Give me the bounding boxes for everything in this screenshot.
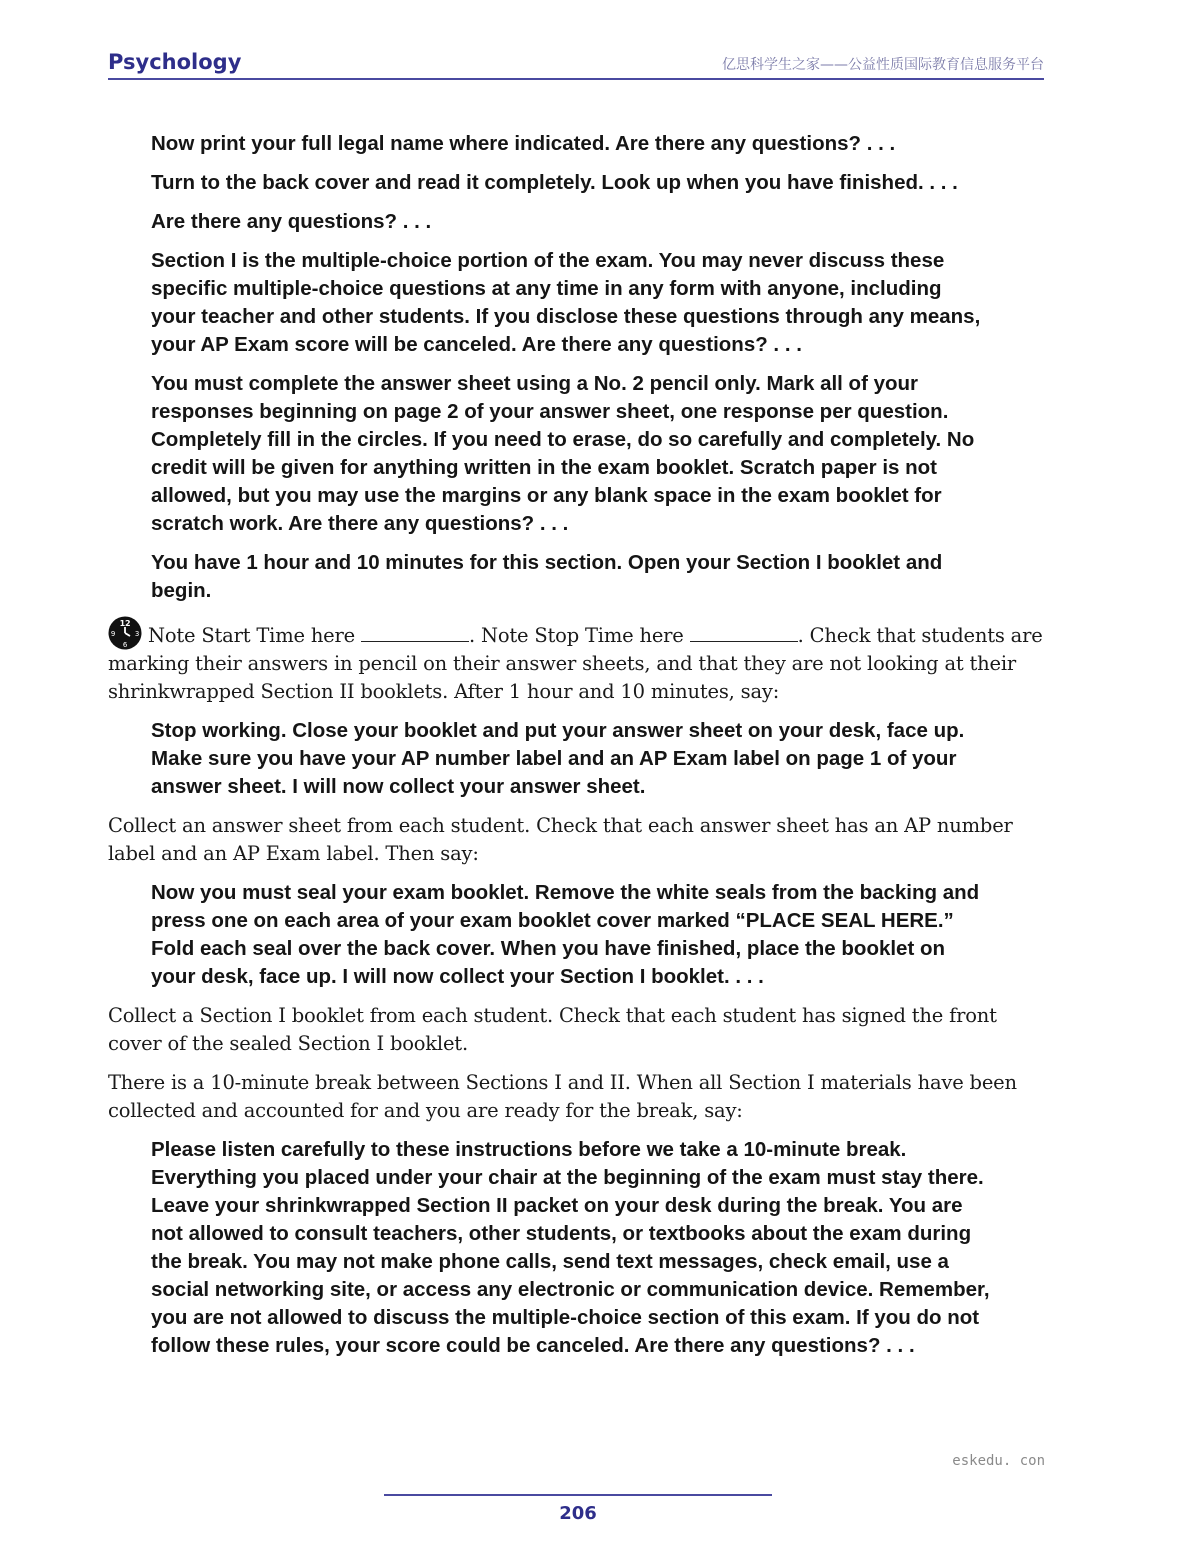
start-time-label: Note Start Time here: [148, 624, 355, 647]
script-paragraph: Are there any questions? . . .: [151, 210, 432, 233]
clock-icon: [108, 616, 142, 650]
stop-time-label: . Note Stop Time here: [469, 624, 684, 647]
script-paragraph: Now print your full legal name where indicated. Are there any questions? . . .: [151, 132, 896, 155]
script-paragraph: Stop working. Close your booklet and put your answer sheet on your desk, face up. Make sure you have your AP number label and an AP Exam label on page 1 of your answer sheet. I will now collect your answer sheet.: [151, 719, 965, 798]
instruction-paragraph: There is a 10-minute break between Sections I and II. When all Section I materials have been collected and accounted for and you are ready for the break, say:: [108, 1071, 1017, 1122]
header-site-text: 亿思科学生之家——公益性质国际教育信息服务平台: [722, 57, 1044, 73]
timing-rest-text: . Check that students are marking their answers in pencil on their answer sheets, and that they are not looking at their shrinkwrapped Section II booklets. After 1 hour and 10 minutes, say:: [108, 624, 1043, 703]
page-content: [108, 130, 1044, 1371]
svg-text:3: 3: [134, 630, 140, 638]
svg-text:12: 12: [119, 619, 131, 628]
script-paragraph: You must complete the answer sheet using a No. 2 pencil only. Mark all of your responses beginning on page 2 of your answer sheet, one response per question. Completely fill in the circles. If you need to erase, do so carefully and completely. No credit will be given for anything written in the exam booklet. Scratch paper is not allowed, but you may use the margins or any blank space in the exam booklet for scratch work. Are there any questions? . . .: [151, 372, 975, 535]
page-header: [108, 48, 1044, 80]
footer-rule: [384, 1494, 772, 1496]
instruction-paragraph: Collect an answer sheet from each student. Check that each answer sheet has an AP number label and an AP Exam label. Then say:: [108, 814, 1013, 865]
instruction-paragraph: Collect a Section I booklet from each student. Check that each student has signed the front cover of the sealed Section I booklet.: [108, 1004, 997, 1055]
svg-text:6: 6: [122, 641, 128, 649]
script-paragraph: You have 1 hour and 10 minutes for this section. Open your Section I booklet and begin.: [151, 551, 943, 602]
timing-instruction: [108, 616, 1044, 706]
script-paragraph: Section I is the multiple-choice portion of the exam. You may never discuss these specific multiple-choice questions at any time in any form with anyone, including your teacher and other students. If you disclose these questions through any means, your AP Exam score will be canceled. Are there any questions? . . .: [151, 249, 981, 356]
svg-text:9: 9: [110, 630, 116, 638]
watermark-text: eskedu. con: [952, 1453, 1045, 1469]
page-number: 206: [559, 1503, 597, 1524]
stop-time-blank: [690, 641, 798, 642]
header-title: Psychology: [108, 50, 242, 74]
script-paragraph: Turn to the back cover and read it completely. Look up when you have finished. . . .: [151, 171, 958, 194]
start-time-blank: [361, 641, 469, 642]
script-paragraph: Please listen carefully to these instructions before we take a 10-minute break. Everything you placed under your chair at the beginning of the exam must stay there. Leave your shrinkwrapped Section II packet on your desk during the break. You are not allowed to consult teachers, other students, or textbooks about the exam during the break. You may not make phone calls, send text messages, check email, use a social networking site, or access any electronic or communication device. Remember, you are not allowed to discuss the multiple-choice section of this exam. If you do not follow these rules, your score could be canceled. Are there any questions? . . .: [151, 1138, 990, 1357]
script-paragraph: Now you must seal your exam booklet. Remove the white seals from the backing and press one on each area of your exam booklet cover marked “PLACE SEAL HERE.” Fold each seal over the back cover. When you have finished, place the booklet on your desk, face up. I will now collect your Section I booklet. . . .: [151, 881, 980, 988]
